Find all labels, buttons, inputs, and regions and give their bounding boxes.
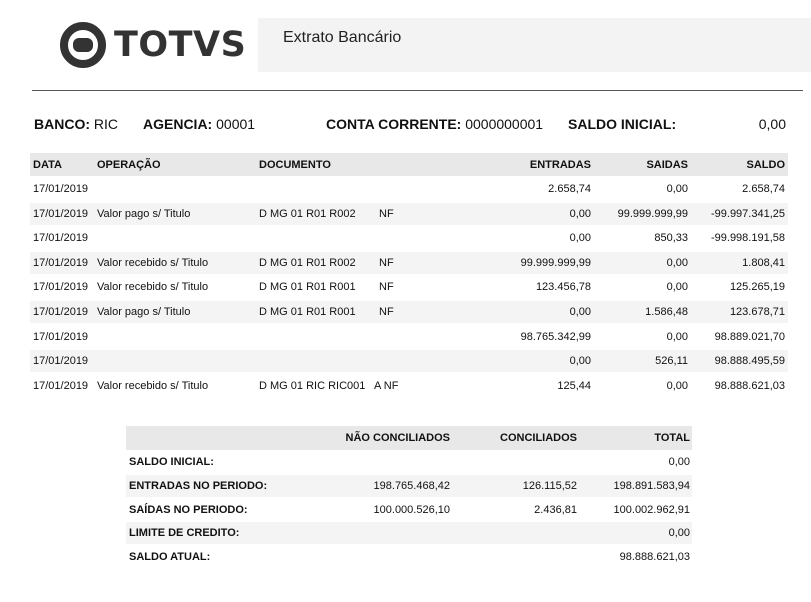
summary-label: SALDO ATUAL: xyxy=(129,551,211,564)
cell-saldo: -99.998.191,58 xyxy=(710,232,785,245)
cell-operacao: Valor recebido s/ Titulo xyxy=(97,281,209,294)
statement-table-header xyxy=(30,153,788,176)
summary-row xyxy=(126,499,692,521)
cell-data: 17/01/2019 xyxy=(33,207,89,220)
saldo-inicial-value: 0,00 xyxy=(758,116,786,132)
col-header-entradas: ENTRADAS xyxy=(529,159,591,171)
cell-tipo: NF xyxy=(379,207,394,220)
cell-entradas: 98.765.342,99 xyxy=(520,330,591,343)
banco-label: BANCO: xyxy=(34,116,90,132)
cell-saidas: 850,33 xyxy=(654,232,688,245)
cell-saldo: 1.808,41 xyxy=(742,256,785,269)
summary-total: 198.891.583,94 xyxy=(613,479,690,492)
cell-saidas: 0,00 xyxy=(666,183,688,195)
cell-data: 17/01/2019 xyxy=(33,281,89,294)
cell-saidas: 526,11 xyxy=(655,355,688,368)
cell-saidas: 0,00 xyxy=(666,281,688,294)
cell-saidas: 0,00 xyxy=(666,256,688,269)
table-row xyxy=(30,326,788,348)
banco-info xyxy=(34,116,118,132)
summary-row xyxy=(126,522,692,544)
cell-entradas: 2.658,74 xyxy=(548,183,591,195)
cell-tipo: NF xyxy=(379,281,394,294)
summary-conciliados: 2.436,81 xyxy=(534,503,577,516)
cell-data: 17/01/2019 xyxy=(33,379,89,392)
cell-operacao: Valor recebido s/ Titulo xyxy=(97,379,209,392)
col-header-documento: DOCUMENTO xyxy=(259,159,331,171)
summary-nao-conciliados: 100.000.526,10 xyxy=(373,503,450,516)
conta-info xyxy=(326,116,543,132)
cell-data: 17/01/2019 xyxy=(33,355,89,368)
cell-saidas: 0,00 xyxy=(666,379,688,392)
table-row xyxy=(30,227,788,249)
cell-documento: D MG 01 R01 R001 xyxy=(259,281,356,294)
summary-label: LIMITE DE CREDITO: xyxy=(129,527,240,540)
cell-tipo: A NF xyxy=(374,379,399,392)
col-header-saidas: SAIDAS xyxy=(646,159,688,171)
saldo-inicial-label: SALDO INICIAL: xyxy=(568,116,677,132)
cell-saldo: 2.658,74 xyxy=(742,183,785,195)
col-header-saldo: SALDO xyxy=(746,159,785,171)
summary-row xyxy=(126,546,692,568)
cell-saldo: 98.889.021,70 xyxy=(714,330,785,343)
agencia-info xyxy=(143,116,255,132)
cell-data: 17/01/2019 xyxy=(33,306,89,318)
totvs-logo-icon xyxy=(60,22,106,68)
summary-header-conciliados: CONCILIADOS xyxy=(500,432,577,444)
cell-entradas: 125,44 xyxy=(557,379,591,392)
table-row xyxy=(30,252,788,274)
summary-row xyxy=(126,451,692,473)
cell-data: 17/01/2019 xyxy=(33,232,89,245)
cell-entradas: 123.456,78 xyxy=(535,281,591,294)
summary-total: 0,00 xyxy=(668,527,690,540)
conta-value: 0000000001 xyxy=(465,116,544,132)
cell-data: 17/01/2019 xyxy=(33,183,89,195)
summary-label: SAÍDAS NO PERIODO: xyxy=(129,503,248,516)
cell-saldo: 98.888.621,03 xyxy=(714,379,785,392)
cell-saidas: 1.586,48 xyxy=(645,306,688,318)
summary-label: SALDO INICIAL: xyxy=(129,456,214,468)
summary-header-nao-conciliados: NÃO CONCILIADOS xyxy=(345,432,450,444)
summary-nao-conciliados: 198.765.468,42 xyxy=(373,479,450,492)
cell-saldo: -99.997.341,25 xyxy=(710,207,785,220)
cell-operacao: Valor pago s/ Titulo xyxy=(97,306,191,318)
banco-value: RIC xyxy=(93,116,119,132)
cell-documento: D MG 01 R01 R002 xyxy=(259,256,356,269)
col-header-operacao: OPERAÇÃO xyxy=(97,159,161,171)
table-row xyxy=(30,178,788,200)
summary-total: 98.888.621,03 xyxy=(619,551,690,564)
cell-entradas: 0,00 xyxy=(569,207,591,220)
cell-documento: D MG 01 R01 R001 xyxy=(259,306,356,318)
summary-table-header xyxy=(126,426,692,450)
cell-operacao: Valor recebido s/ Titulo xyxy=(97,256,209,269)
logo-text: TOTVS xyxy=(114,25,247,65)
table-row xyxy=(30,375,788,397)
summary-total: 100.002.962,91 xyxy=(613,503,690,516)
header-divider xyxy=(32,90,803,91)
cell-tipo: NF xyxy=(379,306,394,318)
cell-saidas: 0,00 xyxy=(666,330,688,343)
summary-label: ENTRADAS NO PERIODO: xyxy=(129,479,268,492)
summary-header-total: TOTAL xyxy=(654,432,690,444)
cell-entradas: 0,00 xyxy=(569,355,591,368)
cell-documento: D MG 01 R01 R002 xyxy=(259,207,356,220)
cell-saidas: 99.999.999,99 xyxy=(617,207,688,220)
cell-data: 17/01/2019 xyxy=(33,256,89,269)
page-title: Extrato Bancário xyxy=(283,29,402,46)
cell-saldo: 125.265,19 xyxy=(729,281,785,294)
cell-saldo: 123.678,71 xyxy=(729,306,785,318)
cell-documento: D MG 01 RIC RIC001 xyxy=(259,379,366,392)
table-row xyxy=(30,350,788,372)
table-row xyxy=(30,203,788,225)
cell-operacao: Valor pago s/ Titulo xyxy=(97,207,191,220)
saldo-inicial-info xyxy=(568,116,676,132)
summary-total: 0,00 xyxy=(668,456,690,468)
title-box xyxy=(258,18,811,72)
col-header-data: DATA xyxy=(33,159,62,171)
agencia-value: 00001 xyxy=(216,116,256,132)
cell-tipo: NF xyxy=(379,256,394,269)
cell-entradas: 0,00 xyxy=(569,232,591,245)
totvs-logo xyxy=(60,22,246,68)
table-row xyxy=(30,276,788,298)
cell-data: 17/01/2019 xyxy=(33,330,89,343)
cell-entradas: 0,00 xyxy=(569,306,591,318)
cell-entradas: 99.999.999,99 xyxy=(520,256,591,269)
summary-conciliados: 126.115,52 xyxy=(522,479,577,492)
agencia-label: AGENCIA: xyxy=(143,116,213,132)
summary-row xyxy=(126,475,692,497)
conta-label: CONTA CORRENTE: xyxy=(326,116,462,132)
cell-saldo: 98.888.495,59 xyxy=(714,355,785,368)
table-row xyxy=(30,301,788,323)
